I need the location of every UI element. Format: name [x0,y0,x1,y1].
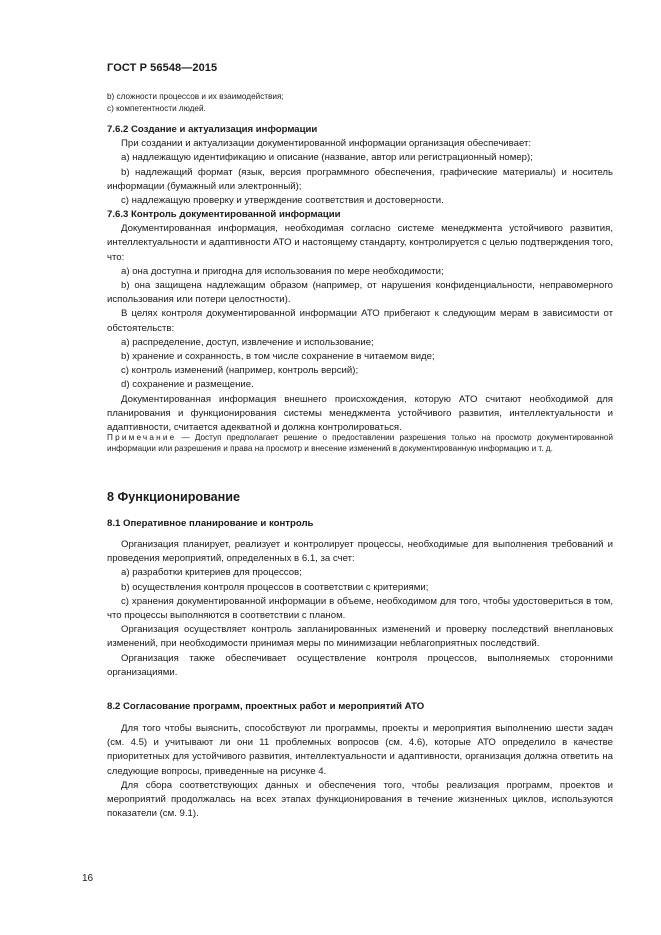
list-item: c) компетентности людей. [107,104,206,114]
section-heading: 8.1 Оперативное планирование и контроль [107,518,314,529]
section-7-6-2 [107,123,613,208]
list-item: b) хранение и сохранность, в том числе сохранение в читаемом виде; [121,351,435,363]
list-item: a) разработки критериев для процессов; [121,567,302,579]
list-item: a) она доступна и пригодна для использования по мере необходимости; [121,265,444,277]
list-item: a) надлежащую идентификацию и описание (название, автор или регистрационный номер); [121,152,533,164]
note-text: — Доступ предполагает решение о предоставлении разрешения только на просмотр документированной информации или разрешения и права на просмотр и внесение изменений в документированную информацию и т. д. [107,433,613,454]
paragraph: Для того чтобы выяснить, способствуют ли программы, проекты и мероприятия выполнению шести задач (см. 4.5) и учитывают ли они 11 проблемных вопросов (см. 4.6), которые АТО определило в качестве приоритетных для устойчивого развития, интеллектуальности и адаптивности, организация должна ответить на следующие вопросы, приведенные на рисунке 4. [107,723,613,777]
page-number: 16 [82,873,94,884]
paragraph: Документированная информация, необходимая согласно системе менеджмента устойчивого развития, интеллектуальности и адаптивности АТО и настоящему стандарту, контролируется с целью подтверждения того, что: [107,223,613,263]
paragraph: Организация планирует, реализует и контролирует процессы, необходимые для выполнения требований и проведения мероприятий, определенных в 6.1, за счет: [107,539,613,565]
running-header: ГОСТ Р 56548—2015 [107,62,218,74]
note-label: Примечание [107,433,177,442]
section-8-1-body [107,538,613,680]
list-item: b) сложности процессов и их взаимодействия; [107,92,284,101]
list-item: b) она защищена надлежащим образом (например, от нарушения конфиденциальности, неправомерного использования или потери целостности). [107,280,613,306]
list-item: c) хранения документированной информации в объеме, необходимом для того, чтобы удостовериться в том, что процессы выполняются в соответствии с планом. [107,595,613,622]
note-block [107,432,613,455]
paragraph: Организация осуществляет контроль запланированных изменений и проверку последствий внеплановых изменений, при необходимости принимая меры по минимизации неблагоприятных последствий. [107,624,613,650]
list-item: c) контроль изменений (например, контроль версий); [121,365,359,377]
section-7-6-3 [107,208,613,435]
paragraph: В целях контроля документированной информации АТО прибегают к следующим мерам в зависимости от обстоятельств: [107,308,613,334]
continued-list [107,91,613,115]
list-item: b) осуществления контроля процессов в соответствии с критериями; [121,581,429,593]
section-8-2 [107,700,613,714]
section-8-1 [107,517,613,531]
section-heading: 8.2 Согласование программ, проектных работ и мероприятий АТО [107,701,425,712]
paragraph: При создании и актуализации документированной информации организация обеспечивает: [121,138,532,150]
list-item: b) надлежащий формат (язык, версия программного обеспечения, графические материалы) и носитель информации (бумажный или электронный); [107,166,613,192]
section-heading: 7.6.3 Контроль документированной информации [107,209,341,220]
section-heading: 7.6.2 Создание и актуализация информации [107,124,318,135]
paragraph: Для сбора соответствующих данных и обеспечения того, чтобы реализация программ, проектов и мероприятий продолжалась на всех этапах функционирования в течение жизненных циклов, используются показатели (см. 9.1). [107,779,613,820]
paragraph: Организация также обеспечивает осуществление контроля процессов, выполняемых сторонними организациями. [107,652,613,678]
note [107,432,613,455]
list-item: a) распределение, доступ, извлечение и использование; [121,336,374,348]
paragraph: Документированная информация внешнего происхождения, которую АТО считают необходимой для планирования и функционирования системы менеджмента устойчивого развития, интеллектуальности и адаптивности, считается адекватной и должна контролироваться. [107,393,613,434]
chapter-heading: 8 Функционирование [107,490,241,504]
list-item: d) сохранение и размещение. [121,379,254,391]
list-item: c) надлежащую проверку и утверждение соответствия и достоверности. [121,195,444,207]
section-8-2-body [107,722,613,821]
